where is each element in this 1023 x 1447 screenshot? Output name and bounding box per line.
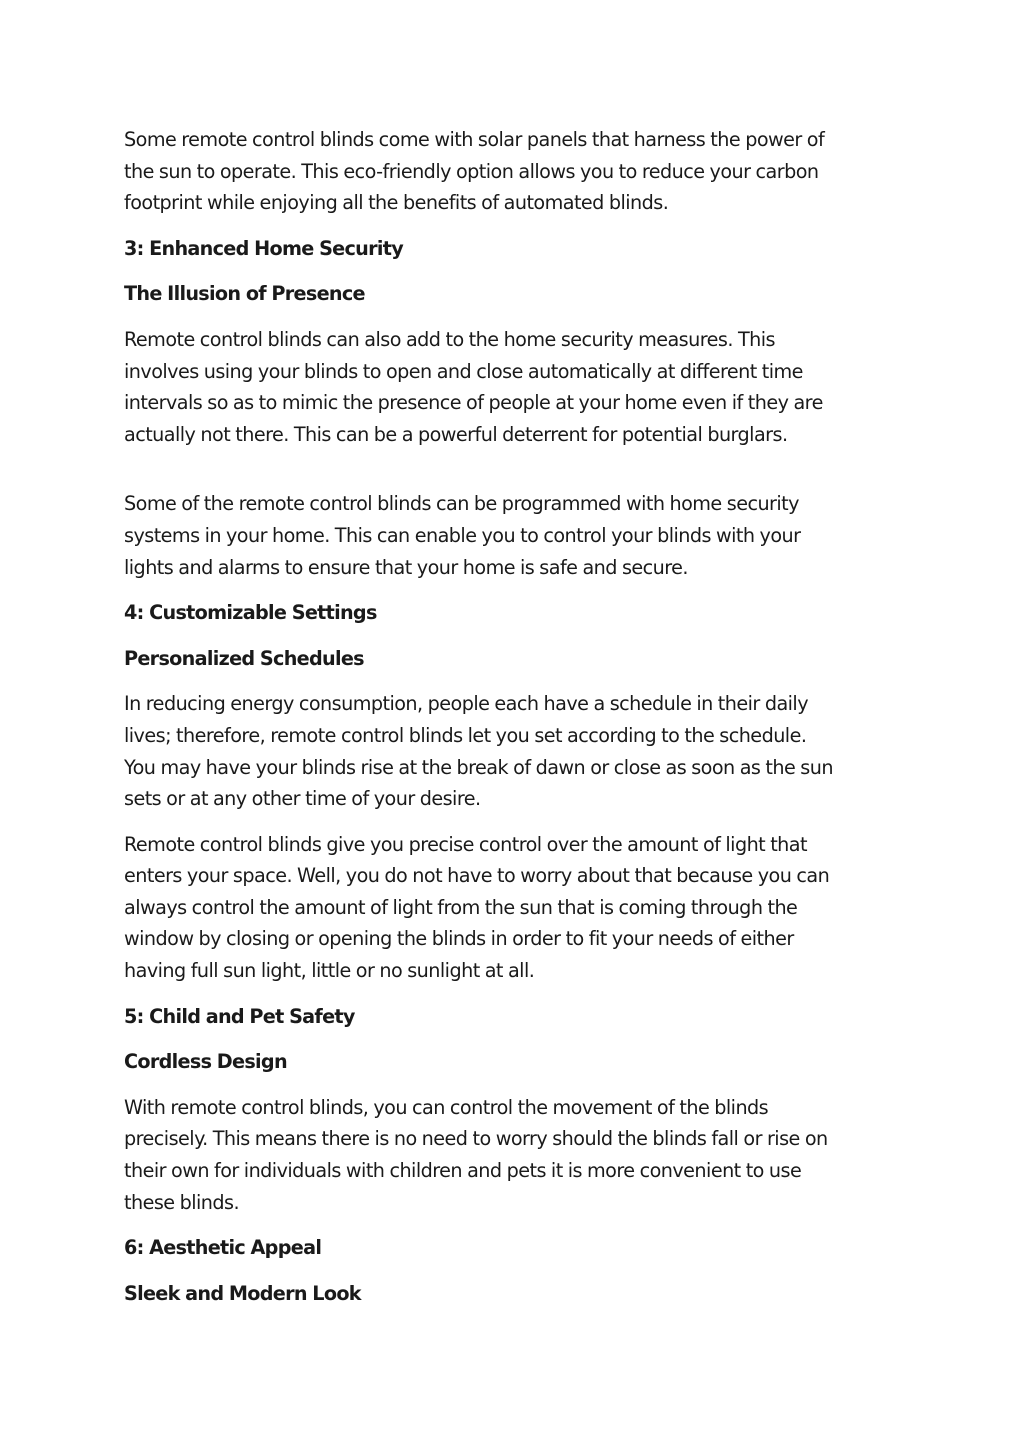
text-line: Remote control blinds can also add to the home security measures. This [124, 327, 775, 351]
paragraph-light-control [124, 829, 894, 987]
text-line: lives; therefore, remote control blinds let you set according to the schedule. [124, 723, 807, 747]
text-line: intervals so as to mimic the presence of people at your home even if they are [124, 391, 823, 415]
text-line: window by closing or opening the blinds in order to fit your needs of either [124, 927, 794, 951]
paragraph-schedules [124, 688, 894, 814]
subheading-sleek-modern-look: Sleek and Modern Look [124, 1281, 361, 1305]
text-line: footprint while enjoying all the benefits of automated blinds. [124, 191, 669, 215]
text-line: You may have your blinds rise at the break of dawn or close as soon as the sun [124, 755, 833, 779]
paragraph-solar-panels [124, 124, 894, 219]
section-heading-home-security: 3: Enhanced Home Security [124, 236, 404, 260]
text-line: always control the amount of light from the sun that is coming through the [124, 895, 798, 919]
text-line: Some of the remote control blinds can be programmed with home security [124, 492, 799, 516]
paragraph-security-systems [124, 488, 894, 583]
text-line: enters your space. Well, you do not have to worry about that because you can [124, 864, 830, 888]
text-line: precisely. This means there is no need to worry should the blinds fall or rise on [124, 1127, 828, 1151]
subheading-illusion-of-presence: The Illusion of Presence [124, 282, 365, 306]
text-line: the sun to operate. This eco-friendly option allows you to reduce your carbon [124, 159, 819, 183]
text-line: having full sun light, little or no sunlight at all. [124, 959, 535, 983]
text-line: these blinds. [124, 1190, 240, 1214]
text-line: In reducing energy consumption, people each have a schedule in their daily [124, 692, 809, 716]
text-line: lights and alarms to ensure that your home is safe and secure. [124, 555, 688, 579]
text-line: Remote control blinds give you precise control over the amount of light that [124, 832, 807, 856]
subheading-cordless-design: Cordless Design [124, 1050, 287, 1074]
section-heading-aesthetic-appeal: 6: Aesthetic Appeal [124, 1236, 322, 1260]
paragraph-security-measures [124, 324, 894, 450]
document-page [124, 124, 894, 1323]
paragraph-cordless [124, 1092, 894, 1218]
subheading-personalized-schedules: Personalized Schedules [124, 646, 364, 670]
text-line: their own for individuals with children and pets it is more convenient to use [124, 1159, 802, 1183]
section-heading-child-pet-safety: 5: Child and Pet Safety [124, 1004, 355, 1028]
text-line: Some remote control blinds come with solar panels that harness the power of [124, 128, 825, 151]
section-heading-customizable-settings: 4: Customizable Settings [124, 601, 377, 625]
text-line: systems in your home. This can enable you to control your blinds with your [124, 523, 801, 547]
text-line: sets or at any other time of your desire. [124, 787, 481, 811]
text-line: With remote control blinds, you can control the movement of the blinds [124, 1095, 769, 1119]
text-line: actually not there. This can be a powerful deterrent for potential burglars. [124, 422, 788, 446]
text-line: involves using your blinds to open and close automatically at different time [124, 359, 803, 383]
